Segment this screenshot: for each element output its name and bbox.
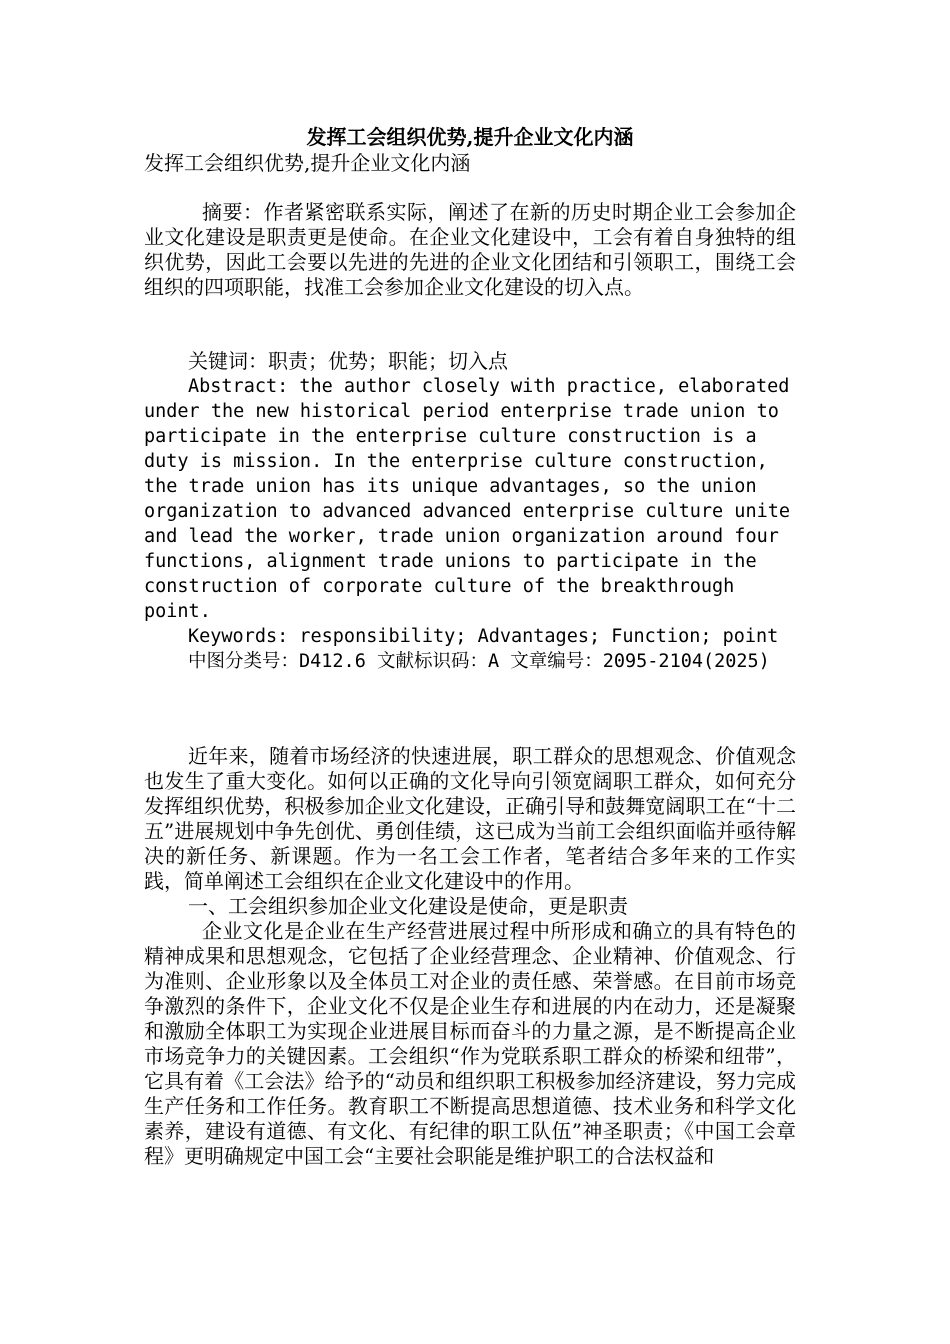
abstract-chinese: 摘要：作者紧密联系实际，阐述了在新的历史时期企业工会参加企业文化建设是职责更是使命。在企业文化建设中，工会有着自身独特的组织优势，因此工会要以先进的先进的企业文化团结和引领职工，围绕工会组织的四项职能，找准工会参加企业文化建设的切入点。 (144, 200, 796, 299)
abstract-english: Abstract: the author closely with practice, elaborated under the new historical period enterprise trade union to participate in the enterprise culture construction is a duty is mission. In the enterprise culture construction, the trade union has its unique advantages, so the union organization to advanced advanced enterprise culture unite and lead the worker, trade union organization around four functions, alignment trade unions to participate in the construction of corporate culture of the breakthrough point. (144, 376, 802, 622)
document-subtitle: 发挥工会组织优势,提升企业文化内涵 (144, 151, 471, 175)
section-paragraph: 企业文化是企业在生产经营进展过程中所形成和确立的具有特色的精神成果和思想观念，它包括了企业经营理念、企业精神、价值观念、行为准则、企业形象以及全体员工对企业的责任感、荣誉感。在目前市场竞争激烈的条件下，企业文化不仅是企业生存和进展的内在动力，还是凝聚和激励全体职工为实现企业进展目标而奋斗的力量之源，是不断提高企业市场竞争力的关键因素。工会组织“作为党联系职工群众的桥梁和纽带”，它具有着《工会法》给予的“动员和组织职工积极参加经济建设，努力完成生产任务和工作任务。教育职工不断提高思想道德、技术业务和科学文化素养，建设有道德、有文化、有纪律的职工队伍”神圣职责；《中国工会章程》更明确规定中国工会“主要社会职能是维护职工的合法权益和 (144, 919, 796, 1168)
intro-paragraph: 近年来，随着市场经济的快速进展，职工群众的思想观念、价值观念也发生了重大变化。如何以正确的文化导向引领宽阔职工群众，如何充分发挥组织优势，积极参加企业文化建设，正确引导和鼓舞宽阔职工在“十二五”进展规划中争先创优、勇创佳绩，这已成为当前工会组织面临并亟待解决的新任务、新课题。作为一名工会工作者，笔者结合多年来的工作实践，简单阐述工会组织在企业文化建设中的作用。 (144, 744, 796, 893)
keywords-chinese: 关键词：职责；优势；职能；切入点 (188, 349, 508, 373)
body-text (144, 744, 796, 1169)
keywords-english: Keywords: responsibility; Advantages; Function; point (188, 626, 779, 647)
classification-line: 中图分类号：D412.6 文献标识码：A 文章编号：2095-2104(2025) (188, 651, 770, 672)
document-title: 发挥工会组织优势,提升企业文化内涵 (306, 125, 634, 149)
section-heading: 一、工会组织参加企业文化建设是使命，更是职责 (188, 894, 628, 918)
